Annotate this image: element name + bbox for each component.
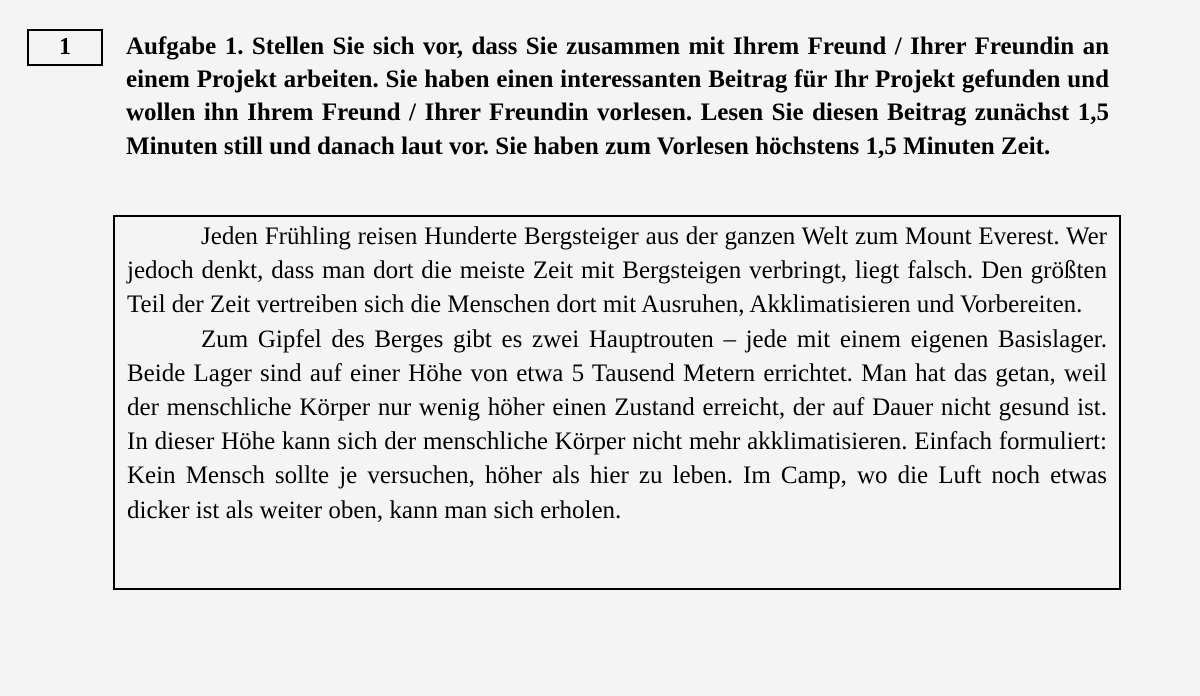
task-number-box: [27, 29, 103, 66]
reading-text-box: [113, 215, 1121, 590]
reading-paragraph-1: Jeden Frühling reisen Hunderte Bergsteiger aus der ganzen Welt zum Mount Everest. Wer jedoch denkt, dass man dort die meiste Zeit mit Bergsteigen verbringt, liegt falsch. Den größten Teil der Zeit vertreiben sich die Menschen dort mit Ausruhen, Akklimatisieren und Vorbereiten.: [127, 223, 1107, 319]
reading-paragraph-2: Zum Gipfel des Berges gibt es zwei Hauptrouten – jede mit einem eigenen Basislager. Beide Lager sind auf einer Höhe von etwa 5 Tausend Metern errichtet. Man hat das getan, weil der menschliche Körper nur wenig höher einen Zustand erreicht, der auf Dauer nicht gesund ist. In dieser Höhe kann sich der menschliche Körper nicht mehr akklimatisieren. Einfach formuliert: Kein Mensch sollte je versuchen, höher als hier zu leben. Im Camp, wo die Luft noch etwas dicker ist als weiter oben, kann man sich erholen.: [127, 325, 1107, 524]
task-instruction: Aufgabe 1. Stellen Sie sich vor, dass Sie zusammen mit Ihrem Freund / Ihrer Freundin an einem Projekt arbeiten. Sie haben einen interessanten Beitrag für Ihr Projekt gefunden und wollen ihn Ihrem Freund / Ihrer Freundin vorlesen. Lesen Sie diesen Beitrag zunächst 1,5 Minuten still und danach laut vor. Sie haben zum Vorlesen höchstens 1,5 Minuten Zeit.: [126, 33, 1109, 160]
task-number: 1: [59, 34, 71, 60]
